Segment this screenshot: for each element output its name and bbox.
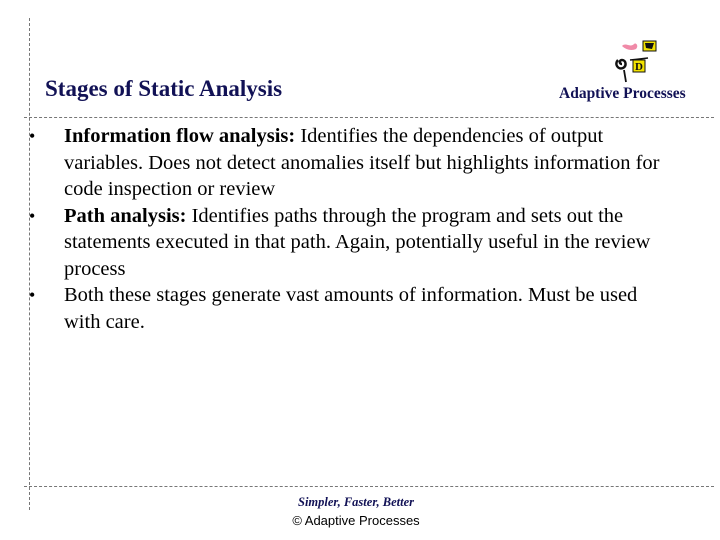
bullet-heading: Path analysis: <box>64 204 187 227</box>
bullet-list <box>28 123 668 335</box>
bullet-dot-icon: • <box>29 285 36 305</box>
bullet-dot-icon: • <box>29 126 36 146</box>
footer-tagline: Simpler, Faster, Better <box>298 495 414 509</box>
bullet-item <box>28 123 668 203</box>
company-name: Adaptive Processes <box>559 85 686 102</box>
adaptive-processes-logo-icon <box>612 38 660 88</box>
footer-dashed-rule <box>24 486 714 487</box>
footer-copyright: © Adaptive Processes <box>292 513 420 528</box>
bullet-text: Identifies paths through the program and sets out the statements executed in that path. Again, potentially useful in the review process <box>64 204 651 280</box>
header-dashed-rule <box>24 117 714 118</box>
bullet-text: Identifies the dependencies of output variables. Does not detect anomalies itself but highlights information for code inspection or review <box>64 125 660 200</box>
bullet-dot-icon: • <box>29 205 36 226</box>
slide-title: Stages of Static Analysis <box>45 76 283 101</box>
bullet-heading: Information flow analysis: <box>64 125 296 147</box>
bullet-item <box>28 282 668 335</box>
bullet-text: Both these stages generate vast amounts of information. Must be used with care. <box>64 284 638 333</box>
svg-text:D: D <box>635 61 643 73</box>
bullet-item <box>28 203 668 283</box>
